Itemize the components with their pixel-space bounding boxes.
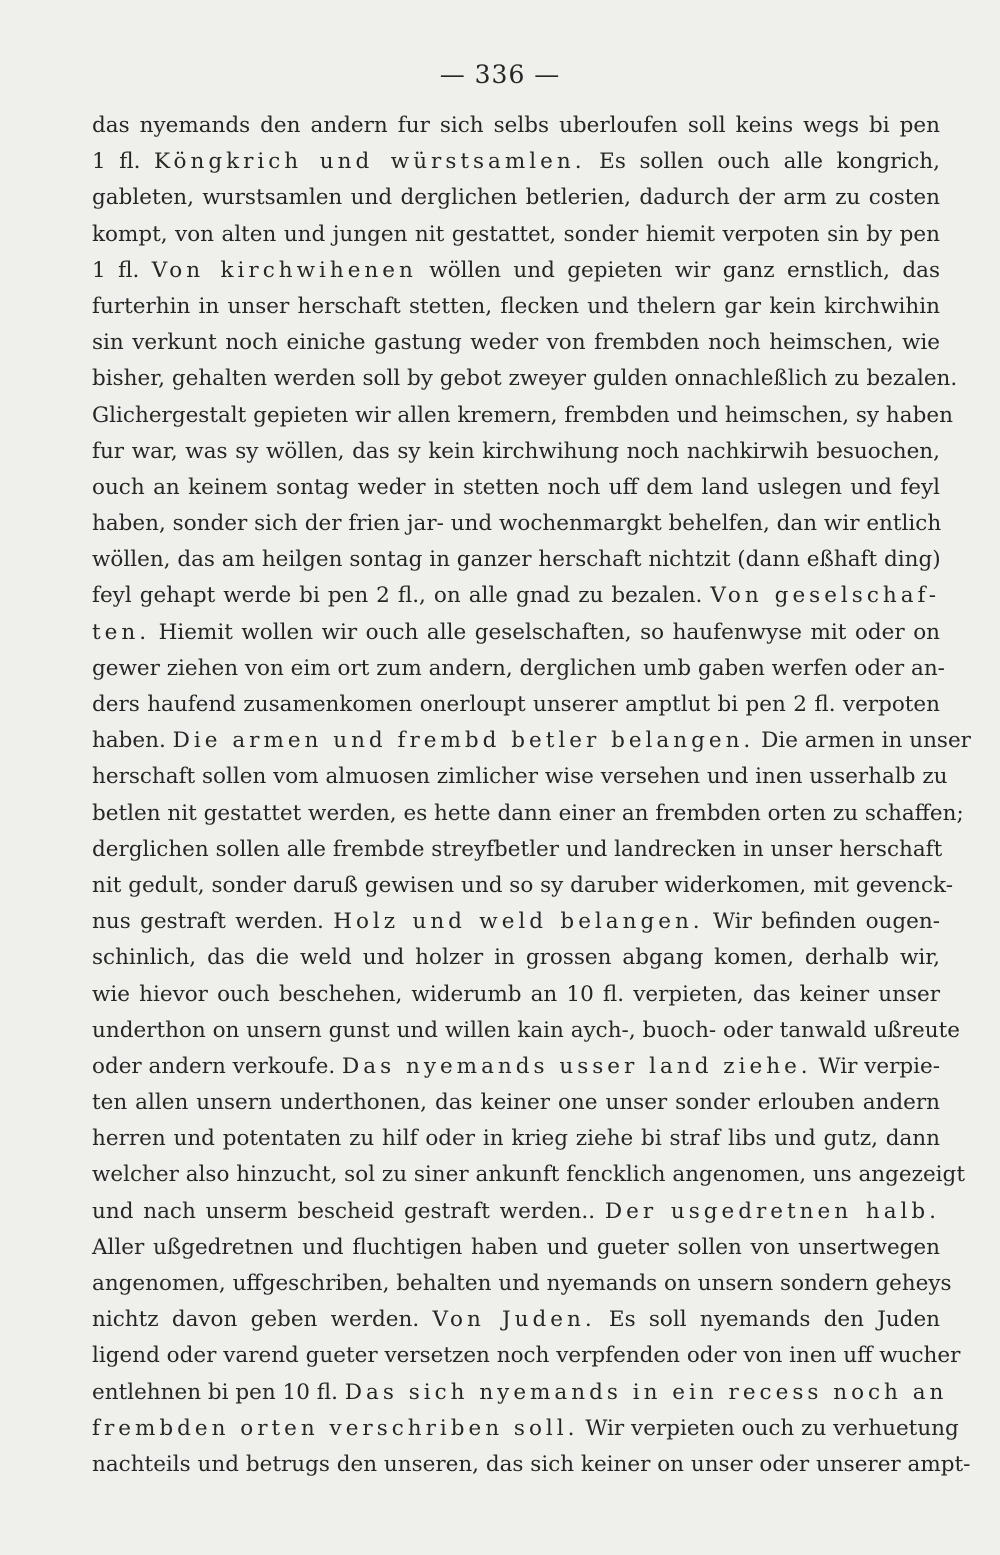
text-line (92, 506, 940, 542)
spaced-heading: Die armen und frembd betler belangen. (172, 728, 755, 754)
text-line (92, 651, 945, 687)
text-line (92, 1194, 940, 1230)
text-segment: ders haufend zusamenkomen onerloupt unserer amptlut bi pen 2 fl. verpoten (92, 692, 940, 717)
text-segment: betlen nit gestattet werden, es hette dann einer an frembden orten zu schaffen; (92, 800, 964, 826)
text-segment: haben, sonder sich der frien jar- und wochenmargkt behelfen, dan wir entlich (92, 511, 942, 537)
text-segment: gewer ziehen von eim ort zum andern, derglichen umb gaben werfen oder an- (92, 655, 945, 681)
text-segment: Es sollen ouch alle kongrich, (585, 149, 940, 175)
text-line (92, 217, 940, 253)
text-line (92, 542, 940, 578)
text-line (92, 108, 940, 144)
text-line (92, 759, 948, 795)
text-segment: Wir verpie- (811, 1053, 940, 1079)
text-line (92, 1411, 959, 1447)
text-segment: kompt, von alten und jungen nit gestattet, sonder hiemit verpoten sin by pen (92, 221, 940, 247)
text-line (92, 977, 940, 1013)
text-segment: nichtz davon geben werden. (92, 1307, 433, 1333)
text-line (92, 325, 940, 361)
text-line (92, 1013, 960, 1049)
body-text (92, 108, 971, 1483)
spaced-heading: Das sich nyemands in ein recess noch an (344, 1379, 948, 1405)
text-segment: welcher also hinzucht, sol zu siner ankunft fencklich angenomen, uns angezeigt (92, 1162, 965, 1188)
text-line (92, 1157, 965, 1193)
spaced-heading: Von geselschaf- (710, 583, 940, 609)
text-segment: furterhin in unser herschaft stetten, flecken und thelern gar kein kirchwihin (92, 293, 940, 319)
text-line (92, 361, 958, 397)
text-segment: sin verkunt noch einiche gastung weder von frembden noch heimschen, wie (92, 330, 940, 356)
text-segment: Aller ußgedretnen und fluchtigen haben und gueter sollen von unsertwegen (92, 1234, 940, 1260)
text-segment: derglichen sollen alle frembde streyfbetler und landrecken in unser herschaft (92, 836, 943, 862)
text-segment: und nach unserm bescheid gestraft werden.. (92, 1198, 605, 1224)
spaced-heading: Von Juden. (432, 1307, 596, 1333)
text-segment: oder andern verkoufe. (92, 1053, 343, 1079)
spaced-heading: Der usgedretnen halb. (604, 1198, 940, 1224)
text-segment: das nyemands den andern fur sich selbs uberloufen soll keins wegs bi pen (92, 113, 940, 138)
text-line (92, 180, 940, 216)
text-line (92, 687, 940, 723)
text-line (92, 144, 940, 180)
text-line (92, 1230, 940, 1266)
text-line (92, 1338, 961, 1374)
text-line (92, 434, 940, 470)
text-segment: schinlich, das die weld und holzer in grossen abgang komen, derhalb wir, (92, 945, 940, 971)
text-line (92, 1375, 948, 1411)
text-segment: Hiemit wollen wir ouch alle geselschaften, so haufenwyse mit oder on (150, 619, 940, 645)
text-line (92, 868, 953, 904)
spaced-heading: ten. (92, 619, 151, 645)
text-line (92, 940, 940, 976)
text-segment: nus gestraft werden. (92, 909, 334, 935)
text-line (92, 723, 971, 759)
spaced-heading: Das nyemands usser land ziehe. (342, 1053, 812, 1079)
text-line (92, 1121, 940, 1157)
text-line (92, 398, 953, 434)
text-segment: underthon on unsern gunst und willen kain aych-, buoch- oder tanwald ußreute (92, 1017, 960, 1043)
spaced-heading: Holz und weld belangen. (333, 909, 704, 935)
text-segment: angenomen, uffgeschriben, behalten und nyemands on unsern sondern geheys (92, 1271, 952, 1296)
text-segment: Es soll nyemands den Juden (595, 1307, 941, 1333)
text-line (92, 904, 940, 940)
text-segment: feyl gehapt werde bi pen 2 fl., on alle gnad zu bezalen. (92, 583, 711, 609)
text-segment: herren und potentaten zu hilf oder in krieg ziehe bi straf libs und gutz, dann (92, 1126, 940, 1152)
text-segment: nit gedult, sonder daruß gewisen und so sy daruber widerkomen, mit gevenck- (92, 872, 953, 898)
text-segment: haben. (92, 728, 173, 754)
spaced-heading: Köngkrich und würstsamlen. (154, 149, 586, 175)
text-line (92, 832, 943, 868)
text-segment: ten allen unsern underthonen, das keiner one unser sonder erlouben andern (92, 1090, 940, 1116)
text-line (92, 796, 964, 832)
text-segment: entlehnen bi pen 10 fl. (92, 1379, 345, 1405)
spaced-heading: frembden orten verschriben soll. (92, 1415, 579, 1441)
text-segment: Glichergestalt gepieten wir allen kremern, frembden und heimschen, sy haben (92, 402, 953, 428)
text-line (92, 253, 940, 289)
text-line (92, 1049, 940, 1085)
text-line (92, 578, 940, 614)
text-line (92, 470, 940, 506)
text-segment: 1 fl. (92, 149, 155, 175)
text-segment: 1 fl. (92, 257, 152, 283)
text-segment: ouch an keinem sontag weder in stetten noch uff dem land uslegen und feyl (92, 474, 940, 500)
text-segment: gableten, wurstsamlen und derglichen betlerien, dadurch der arm zu costen (92, 185, 940, 211)
page-number: — 336 — (439, 60, 561, 89)
text-segment: herschaft sollen vom almuosen zimlicher wise versehen und inen usserhalb zu (92, 764, 948, 790)
text-line (92, 1447, 971, 1483)
text-segment: Die armen in unser (754, 728, 971, 754)
text-segment: bisher, gehalten werden soll by gebot zweyer gulden onnachleßlich zu bezalen. (92, 366, 958, 392)
spaced-heading: Von kirchwihenen (151, 257, 417, 283)
text-line (92, 1302, 940, 1338)
text-line (92, 289, 940, 325)
text-segment: wöllen und gepieten wir ganz ernstlich, das (416, 257, 941, 283)
text-segment: wie hievor ouch beschehen, widerumb an 10 fl. verpieten, das keiner unser (92, 981, 940, 1007)
text-line (92, 1085, 940, 1121)
text-line (92, 615, 940, 651)
text-segment: ligend oder varend gueter versetzen noch verpfenden oder von inen uff wucher (92, 1343, 961, 1369)
text-segment: Wir befinden ougen- (703, 909, 940, 935)
text-segment: wöllen, das am heilgen sontag in ganzer herschaft nichtzit (dann eßhaft ding) (92, 547, 941, 573)
text-segment: nachteils und betrugs den unseren, das sich keiner on unser oder unserer ampt- (92, 1451, 971, 1477)
text-line (92, 1266, 952, 1302)
text-segment: fur war, was sy wöllen, das sy kein kirchwihung noch nachkirwih besuochen, (92, 438, 940, 464)
text-segment: Wir verpieten ouch zu verhuetung (578, 1415, 959, 1441)
